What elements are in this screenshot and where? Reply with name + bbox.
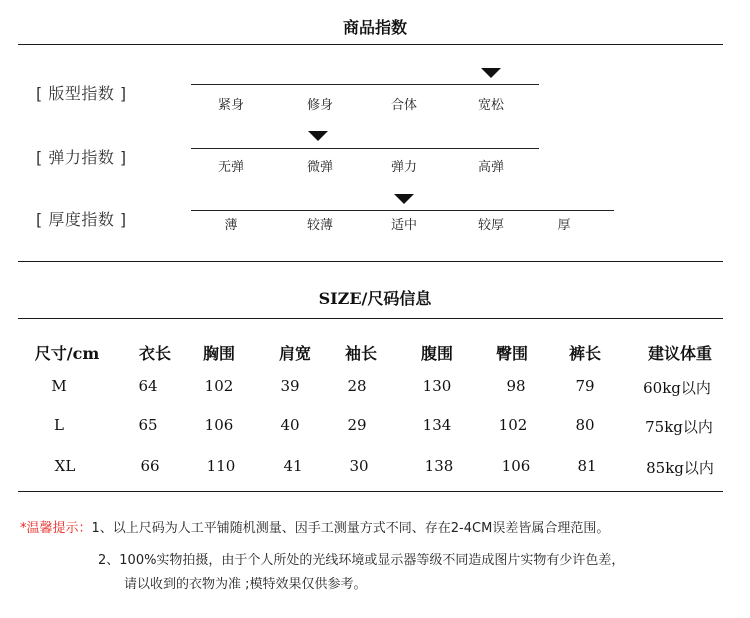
header-cell: 肩宽 [278, 344, 312, 363]
elasticity-option: 微弹 [306, 160, 333, 175]
table-cell: 40 [280, 416, 300, 434]
table-cell: 80 [575, 416, 595, 434]
header-cell: 衣长 [138, 344, 172, 363]
elasticity-option: 高弹 [477, 160, 504, 175]
header-cell: 建议体重 [647, 344, 713, 363]
table-cell: 106 [204, 416, 234, 434]
title-divider [18, 44, 723, 45]
table-cell: 28 [347, 377, 367, 395]
header-cell: 臀围 [495, 344, 529, 363]
size-label: M [51, 377, 67, 395]
elasticity-index-marker-icon [308, 131, 328, 141]
table-cell: 134 [422, 416, 452, 434]
elasticity-option: 无弹 [217, 160, 244, 175]
section-divider [18, 261, 723, 262]
size-title-divider [18, 318, 723, 319]
table-cell: 66 [140, 457, 160, 475]
size-section-title: SIZE/尺码信息 [318, 289, 432, 308]
elasticity-option: 弹力 [390, 160, 417, 175]
index-section-title: 商品指数 [342, 18, 407, 37]
fit-index-marker-icon [481, 68, 501, 78]
table-cell: 102 [498, 416, 528, 434]
table-cell: 110 [206, 457, 236, 475]
thickness-option: 适中 [390, 218, 417, 233]
header-cell: 胸围 [202, 344, 236, 363]
table-bottom-divider [18, 491, 723, 492]
notes-line-1 [20, 517, 609, 536]
size-label: L [54, 416, 64, 434]
table-cell: 60kg以内 [643, 379, 711, 397]
table-cell: 29 [347, 416, 367, 434]
thickness-index-marker-icon [394, 194, 414, 204]
table-cell: 39 [280, 377, 300, 395]
thickness-option: 薄 [224, 218, 238, 233]
elasticity-index-scale-line [191, 148, 539, 149]
thickness-index-label: [ 厚度指数 ] [36, 210, 127, 229]
table-cell: 81 [577, 457, 597, 475]
notes-prefix: *温馨提示： [20, 521, 92, 536]
table-cell: 102 [204, 377, 234, 395]
table-cell: 64 [138, 377, 158, 395]
notes-text-1: 1、以上尺码为人工平铺随机测量、因手工测量方式不同、存在2-4CM误差皆属合理范围。 [91, 521, 610, 536]
notes-line-3: 请以收到的衣物为准 ;模特效果仅供参考。 [124, 577, 367, 592]
table-cell: 130 [422, 377, 452, 395]
table-cell: 65 [138, 416, 158, 434]
fit-option: 宽松 [477, 98, 504, 113]
header-cell: 腹围 [420, 344, 454, 363]
fit-option: 紧身 [217, 98, 244, 113]
notes-line-2: 2、100%实物拍摄，由于个人所处的光线环境或显示器等级不同造成图片实物有少许色差， [98, 553, 625, 568]
header-cell: 袖长 [344, 344, 378, 363]
header-cell: 尺寸/cm [34, 344, 100, 363]
table-cell: 98 [506, 377, 526, 395]
table-cell: 75kg以内 [645, 418, 713, 436]
elasticity-index-label: [ 弹力指数 ] [36, 148, 127, 167]
fit-option: 合体 [390, 98, 417, 113]
thickness-option: 较薄 [306, 218, 333, 233]
thickness-option: 厚 [557, 218, 571, 233]
thickness-option: 较厚 [477, 218, 504, 233]
table-cell: 85kg以内 [646, 459, 714, 477]
table-cell: 30 [349, 457, 369, 475]
table-cell: 41 [283, 457, 303, 475]
table-cell: 138 [424, 457, 454, 475]
fit-index-label: [ 版型指数 ] [36, 84, 127, 103]
table-cell: 79 [575, 377, 595, 395]
fit-index-scale-line [191, 84, 539, 85]
table-cell: 106 [501, 457, 531, 475]
size-label: XL [54, 457, 76, 475]
thickness-index-scale-line [191, 210, 614, 211]
fit-option: 修身 [306, 98, 333, 113]
header-cell: 裤长 [568, 344, 602, 363]
